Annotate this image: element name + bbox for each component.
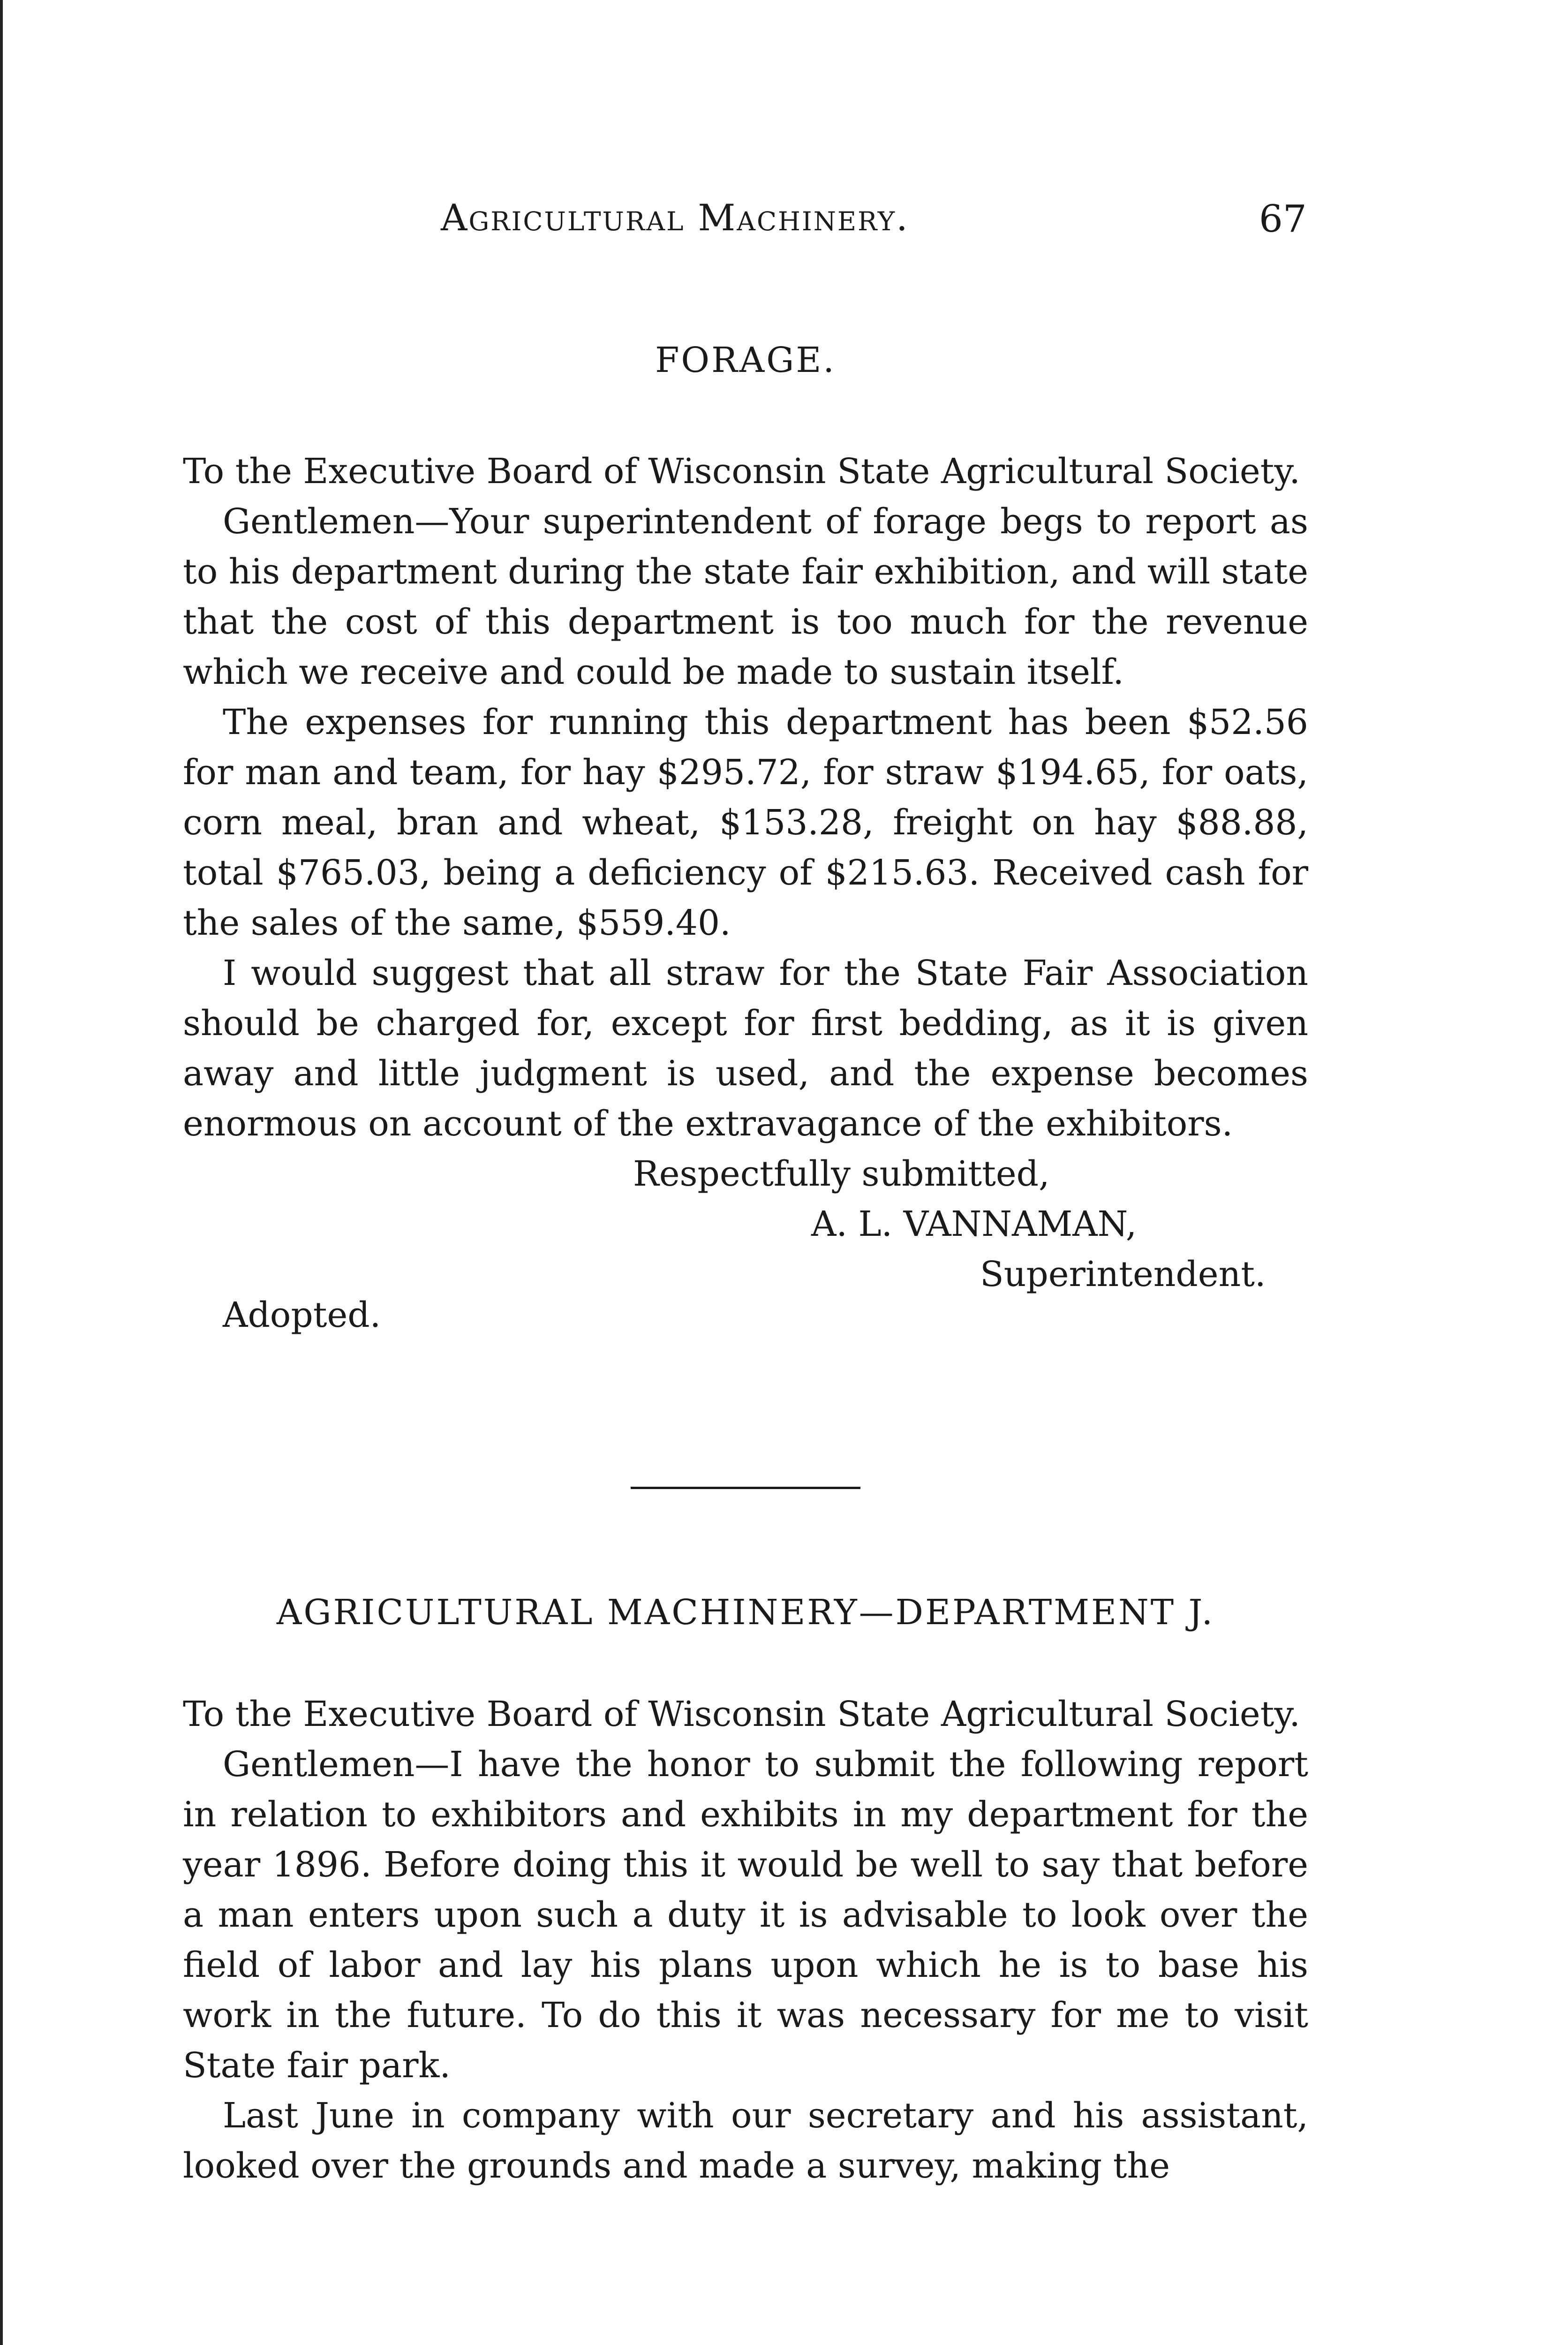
forage-section [183,335,1308,1350]
running-head [0,197,1568,249]
forage-paragraph-1: Gentlemen—Your superintendent of forage begs to report as to his department during the state fair exhibition, and will state that the cost of this department is too much for the revenue which we receive and could be made to sustain itself. [183,501,1309,692]
forage-paragraph-3: I would suggest that all straw for the State Fair Association should be charged for, except for first bedding, as it is given away and little judgment is used, and the expense becomes enormous on account of the extravagance of the exhibitors. [183,953,1308,1144]
page-number: 67 [1259,197,1307,241]
section-divider [631,1487,860,1489]
signature-title: Superintendent. [980,1254,1266,1294]
forage-heading: FORAGE. [655,340,836,380]
machinery-paragraph-1: Gentlemen—I have the honor to submit the following report in relation to exhibitors and exhibits in my department for the year 1896. Before doing this it would be well to say that before a man enters upon such a duty it is advisable to look over the field of labor and lay his plans upon which he is to base his work in the future. To do this it was necessary for me to visit State fair park. [183,1744,1308,2086]
machinery-address: To the Executive Board of Wisconsin State Agricultural Society. [183,1694,1300,1734]
scan-edge [0,0,3,2345]
closing-text: Respectfully submitted, [633,1154,1050,1194]
forage-paragraph-2: The expenses for running this department has been $52.56 for man and team, for hay $295.72, for straw $194.65, for oats, corn meal, bran and wheat, $153.28, freight on hay $88.88, total $765.03, being a deficiency of $215.63. Received cash for the sales of the same, $559.40. [183,702,1308,943]
machinery-paragraph-2: Last June in company with our secretary and his assistant, looked over the grounds and made a survey, making the [183,2095,1308,2186]
machinery-section [183,1588,1308,2191]
running-title: Agricultural Machinery. [441,197,909,239]
adopted-text: Adopted. [223,1295,381,1335]
machinery-heading: AGRICULTURAL MACHINERY—DEPARTMENT J. [276,1592,1215,1633]
forage-address: To the Executive Board of Wisconsin State Agricultural Society. [183,451,1300,492]
adopted-line [183,1295,1308,1350]
signature-name: A. L. VANNAMAN, [811,1204,1137,1244]
closing-line [183,1149,1308,1199]
signature-line [183,1199,1308,1249]
